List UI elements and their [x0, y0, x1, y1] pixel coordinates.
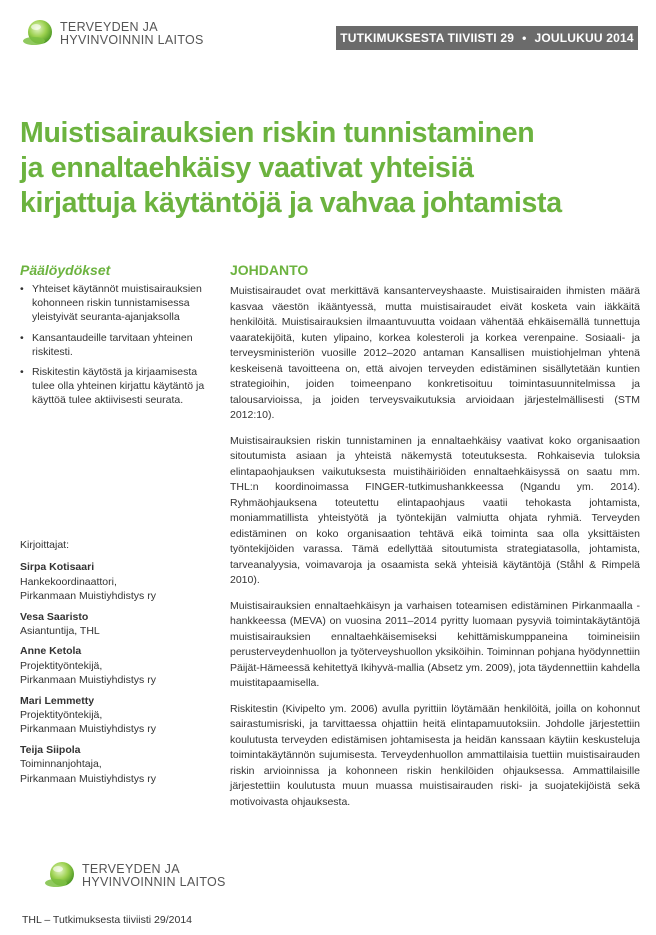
body-paragraph: Muistisairaudet ovat merkittävä kansanterveyshaaste. Muistisairaiden ihmisten määrä kasvaa väestön ikääntyessä, mutta muistisairaudet eivät kosketa vain iäkkäitä henkilöitä. Muistisairauksien ilmaantuvuutta voidaan vähentää ehkäisemällä tunnettuja vaaratekijöitä, kuten ylipaino, korkea kolesteroli ja korkea verenpaine. Sosiaali- ja terveysministeriön vuosille 2012–2020 antaman Kansallisen muistiohjelman yhtenä keskeisenä tavoitteena on, että aivojen terveyden edistäminen sisällytetään kuntien strategioihin, joiden toimeenpano konkretisoituu toimintasuunnitelmissa ja talousarvioissa, ja joiden terveysvaikutuksia arvioidaan järjestelmällisesti (STM 2012:10). [230, 285, 640, 421]
author-name: Anne Ketola [20, 645, 82, 658]
title-line-3: kirjattuja käytäntöjä ja vahvaa johtamista [20, 187, 562, 219]
author-name: Teija Siipola [20, 743, 81, 756]
introduction-section [230, 262, 640, 820]
author-entry [20, 743, 220, 786]
author-name: Sirpa Kotisaari [20, 561, 95, 574]
org-name-line1: TERVEYDEN JA [82, 862, 180, 876]
author-org: Pirkanmaan Muistiyhdistys ry [20, 590, 156, 603]
header-separator: • [522, 31, 527, 45]
thl-logo-footer [44, 860, 226, 892]
finding-item: • Kansantaudeille tarvitaan yhteinen riskitesti. [20, 331, 210, 359]
key-findings-list [20, 282, 210, 408]
logo-text [60, 21, 204, 47]
author-role: Toiminnanjohtaja, [20, 758, 102, 771]
body-paragraph: Muistisairauksien ennaltaehkäisyn ja varhaisen toteamisen edistäminen Pirkanmaalla -hankkeessa (MEVA) on vuosina 2011–2014 pyritty luomaan pysyviä toimintakäytäntöjä muistisairauksien ennaltaehkäisemiseksi kehittämiskumppaneina toimineisiin perusterveydenhuollon ja työterveyshuollon yksiköihin. Toiminnan pohjana hyödynnettiin Päijät-Hämeessä kehitettyä Ikihyvä-mallia (Absetz ym. 2009), jota täydennettiin kahdella muistitapaamisella. [230, 599, 640, 689]
key-findings-heading: Päälöydökset [20, 262, 111, 278]
logo-text [82, 863, 226, 889]
finding-item: • Riskitestin käytöstä ja kirjaamisesta tulee olla yhteinen kirjattu käytäntö ja käyttöä tulee aktiivisesti seurata. [20, 365, 210, 408]
body-paragraph: Muistisairauksien riskin tunnistaminen ja ennaltaehkäisy vaativat koko organisaation sitoutumista asiaan ja yhteistä näkemystä toteutuksesta. Rohkaisevia tuloksia elintapaohjauksen vaikutuksesta muistihäiriöiden ennaltaehkäisyssä on saatu mm. THL:n koordinoimassa FINGER-tutkimushankkeessa (Ngandu ym. 2014). Ryhmäohjauksena toteutettu elintapaohjaus vaatii tehokasta johtamista, moniammatillista yhteistyötä ja työntekijän valmiutta ohjata ryhmiä. Terveyden edistäminen on koko organisaation tehtävä eikä toiminta saa olla yksittäisten työntekijöiden varassa. Tämä edellyttää sitoutumista strategiatasolla, johtamista, tarveanalyysia, voimavaroja ja osaamista sekä yhteisiä käytäntöjä (Ståhl & Rimpelä 2010). [230, 434, 640, 586]
author-org: Pirkanmaan Muistiyhdistys ry [20, 674, 156, 687]
org-name-line2: HYVINVOINNIN LAITOS [60, 33, 204, 47]
author-role: Projektityöntekijä, [20, 659, 103, 672]
page-footer: THL – Tutkimuksesta tiiviisti 29/2014 [22, 914, 193, 926]
author-entry [20, 560, 220, 603]
thl-logo [22, 18, 204, 50]
thl-logo-mark-icon [22, 18, 54, 50]
title-line-1: Muistisairauksien riskin tunnistaminen [20, 117, 535, 149]
page-title [20, 116, 620, 221]
author-org: Pirkanmaan Muistiyhdistys ry [20, 772, 156, 785]
author-role: Asiantuntija, THL [20, 625, 100, 638]
org-name-line1: TERVEYDEN JA [60, 20, 158, 34]
author-name: Vesa Saaristo [20, 610, 89, 623]
authors-section [20, 538, 220, 792]
author-role: Projektityöntekijä, [20, 709, 103, 722]
thl-logo-mark-icon [44, 860, 76, 892]
key-findings-section [20, 262, 210, 414]
org-name-line2: HYVINVOINNIN LAITOS [82, 875, 226, 889]
authors-label: Kirjoittajat: [20, 539, 70, 551]
author-entry [20, 644, 220, 687]
issue-date: JOULUKUU 2014 [534, 31, 634, 45]
introduction-heading: JOHDANTO [230, 262, 309, 278]
title-line-2: ja ennaltaehkäisy vaativat yhteisiä [20, 152, 474, 184]
author-role: Hankekoordinaattori, [20, 575, 117, 588]
body-paragraph: Riskitestin (Kivipelto ym. 2006) avulla pyrittiin löytämään henkilöitä, joilla on kohonnut sairastumisriski, ja tarvittaessa ohjattiin heitä elintapamuutoksiin. Johdolle järjestettiin koulutusta terveyden edistämisen johtamisesta ja heidän kanssaan käytiin keskusteluja toimintakäytännön sujumisesta. Terveydenhuollon ammattilaisia tuettiin muistisairauden riskin arvioinnissa ja kohonneen riskin henkilöiden ohjauksessa. Ammattilaisille järjestettiin koulutusta muun muassa muistisairauden riski- ja suojatekijöistä sekä motivoivasta ohjauksesta. [230, 702, 640, 808]
series-header-bar [336, 26, 638, 50]
author-name: Mari Lemmetty [20, 694, 95, 707]
series-label: TUTKIMUKSESTA TIIVIISTI 29 [340, 31, 515, 45]
author-entry [20, 610, 220, 639]
author-entry [20, 694, 220, 737]
finding-item: • Yhteiset käytännöt muistisairauksien kohonneen riskin tunnistamisessa yleistyivät seuranta-ajanjaksolla [20, 282, 210, 325]
author-org: Pirkanmaan Muistiyhdistys ry [20, 723, 156, 736]
